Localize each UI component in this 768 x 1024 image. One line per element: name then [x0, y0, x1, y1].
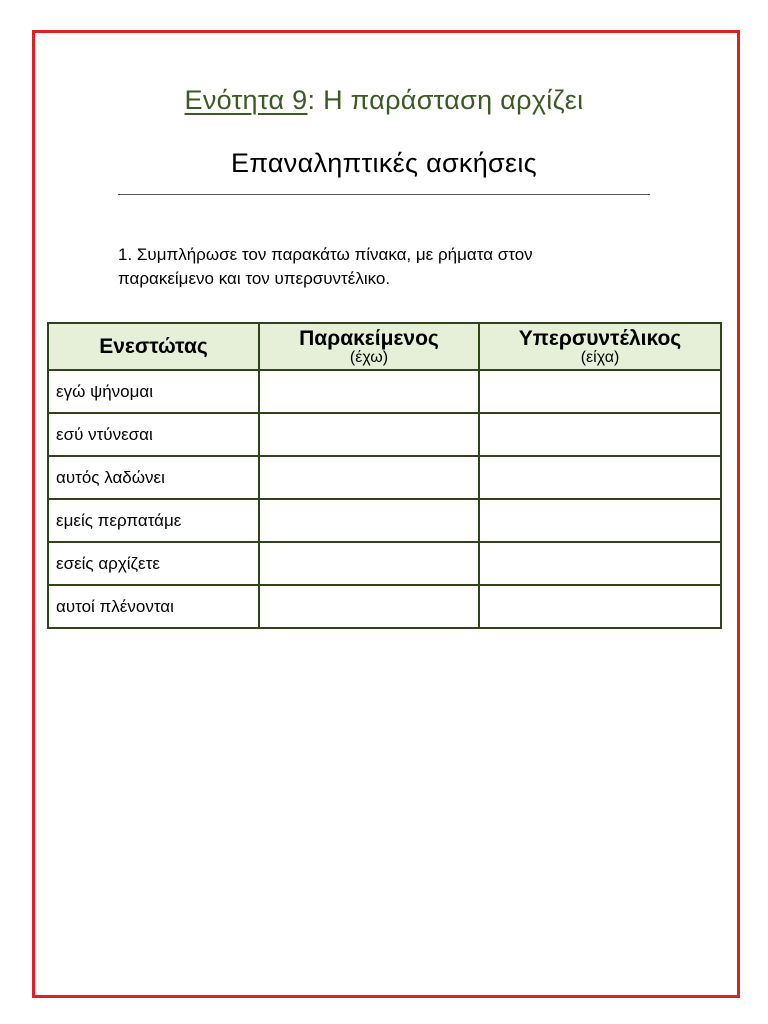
table-header-row	[48, 323, 721, 370]
pluperfect-answer-cell[interactable]	[479, 370, 721, 413]
pluperfect-answer-cell[interactable]	[479, 456, 721, 499]
title-text: : Η παράσταση αρχίζει	[307, 85, 584, 115]
perfect-answer-cell[interactable]	[259, 542, 479, 585]
present-cell: εμείς περπατάμε	[48, 499, 259, 542]
verb-table	[47, 322, 722, 629]
present-cell: εγώ ψήνομαι	[48, 370, 259, 413]
instruction-line-1: 1. Συμπλήρωσε τον παρακάτω πίνακα, με ρήματα στον	[118, 245, 533, 264]
table-row	[48, 370, 721, 413]
header-present-label: Ενεστώτας	[99, 334, 208, 358]
header-pluperfect-label: Υπερσυντέλικος	[518, 326, 682, 350]
header-perfect	[259, 323, 479, 370]
exercise-instruction	[118, 243, 678, 291]
present-cell: αυτοί πλένονται	[48, 585, 259, 628]
pluperfect-answer-cell[interactable]	[479, 542, 721, 585]
present-cell: εσείς αρχίζετε	[48, 542, 259, 585]
header-pluperfect	[479, 323, 721, 370]
perfect-answer-cell[interactable]	[259, 456, 479, 499]
header-perfect-sublabel: (έχω)	[349, 348, 389, 366]
table-row	[48, 585, 721, 628]
page-subtitle: Επαναληπτικές ασκήσεις	[231, 148, 537, 178]
page-title	[0, 85, 768, 116]
header-perfect-label: Παρακείμενος	[299, 326, 439, 350]
perfect-answer-cell[interactable]	[259, 585, 479, 628]
unit-number: Ενότητα 9	[184, 85, 308, 115]
divider-rule	[118, 194, 650, 195]
instruction-line-2: παρακείμενο και τον υπερσυντέλικο.	[118, 269, 391, 288]
pluperfect-answer-cell[interactable]	[479, 413, 721, 456]
table-row	[48, 413, 721, 456]
pluperfect-answer-cell[interactable]	[479, 585, 721, 628]
table-row	[48, 499, 721, 542]
header-present	[48, 323, 259, 370]
perfect-answer-cell[interactable]	[259, 370, 479, 413]
perfect-answer-cell[interactable]	[259, 499, 479, 542]
perfect-answer-cell[interactable]	[259, 413, 479, 456]
header-pluperfect-sublabel: (είχα)	[580, 348, 620, 366]
present-cell: εσύ ντύνεσαι	[48, 413, 259, 456]
table-row	[48, 542, 721, 585]
table-row	[48, 456, 721, 499]
present-cell: αυτός λαδώνει	[48, 456, 259, 499]
pluperfect-answer-cell[interactable]	[479, 499, 721, 542]
